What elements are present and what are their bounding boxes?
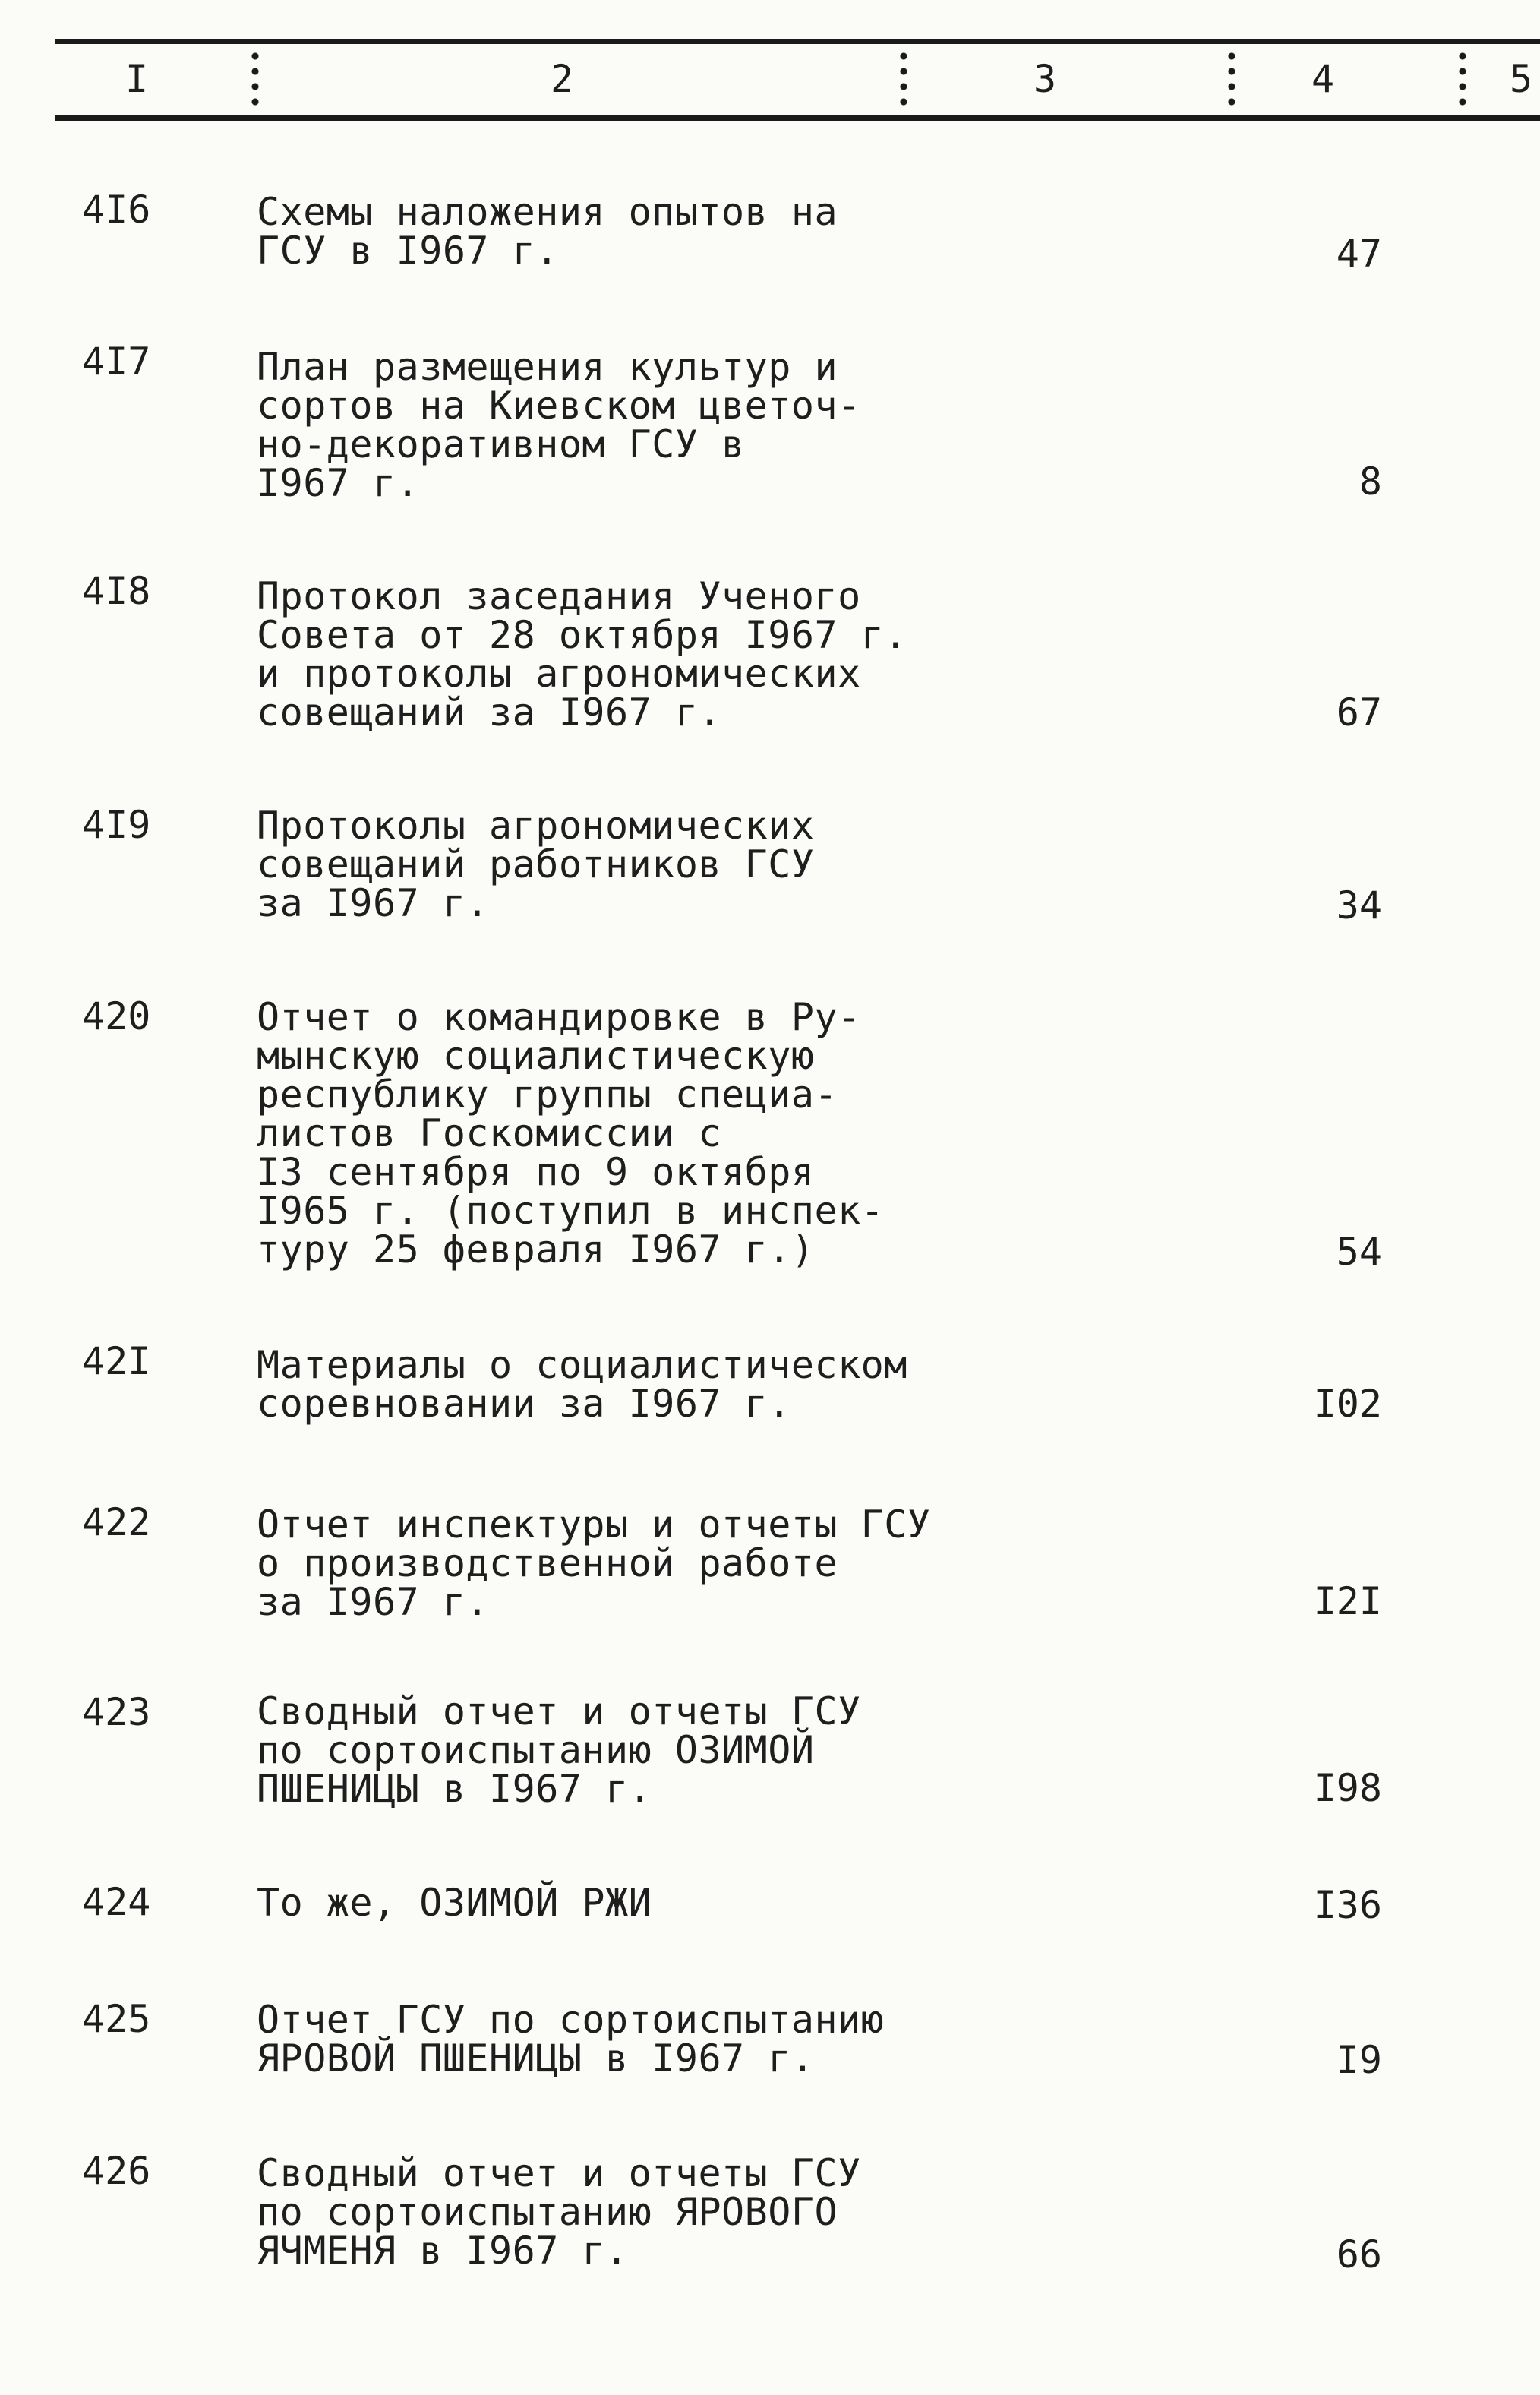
item-sheet-count: 66 — [1336, 2232, 1382, 2277]
item-title: Сводный отчет и отчеты ГСУ по сортоиспытанию ОЗИМОЙ ПШЕНИЦЫ в I967 г. — [257, 1689, 861, 1811]
item-number: 423 — [82, 1690, 151, 1734]
item-sheet-count: 54 — [1336, 1230, 1382, 1274]
item-sheet-count: 47 — [1336, 232, 1382, 276]
header-bottom-rule — [55, 115, 1540, 121]
item-title: Протокол заседания Ученого Совета от 28 октября I967 г. и протоколы агрономических совещаний за I967 г. — [257, 574, 907, 735]
column-5-header: 5 — [1510, 57, 1533, 101]
item-number: 4I8 — [82, 569, 151, 613]
item-number: 420 — [82, 994, 151, 1038]
item-sheet-count: 8 — [1359, 460, 1382, 504]
item-number: 4I7 — [82, 340, 151, 384]
item-title: Схемы наложения опытов на ГСУ в I967 г. — [257, 190, 838, 273]
column-4-header: 4 — [1311, 57, 1335, 101]
item-number: 4I6 — [82, 188, 151, 232]
item-number: 42I — [82, 1339, 151, 1383]
item-title: Отчет о командировке в Ру- мынскую социалистическую республику группы специа- листов Госкомиссии с I3 сентября по 9 октября I965 г. (поступил в инспек- туру 25 февраля I967 г.) — [257, 995, 885, 1272]
item-number: 422 — [82, 1500, 151, 1544]
item-title: Отчет ГСУ по сортоиспытанию ЯРОВОЙ ПШЕНИЦЫ в I967 г. — [257, 1998, 885, 2081]
column-separator — [1227, 49, 1236, 111]
item-number: 426 — [82, 2149, 151, 2193]
item-sheet-count: 34 — [1336, 883, 1382, 927]
item-title: Отчет инспектуры и отчеты ГСУ о производственной работе за I967 г. — [257, 1502, 931, 1624]
column-2-header: 2 — [550, 57, 574, 101]
item-number: 4I9 — [82, 803, 151, 847]
item-sheet-count: I36 — [1313, 1883, 1382, 1927]
column-separator — [899, 49, 908, 111]
item-title: Протоколы агрономических совещаний работников ГСУ за I967 г. — [257, 804, 815, 925]
item-sheet-count: I9 — [1336, 2038, 1382, 2082]
item-number: 424 — [82, 1880, 151, 1924]
item-number: 425 — [82, 1997, 151, 2041]
item-sheet-count: I98 — [1313, 1766, 1382, 1810]
column-1-header: I — [125, 57, 149, 101]
item-sheet-count: 67 — [1336, 690, 1382, 735]
item-title: Сводный отчет и отчеты ГСУ по сортоиспытанию ЯРОВОГО ЯЧМЕНЯ в I967 г. — [257, 2151, 861, 2273]
column-3-header: 3 — [1033, 57, 1057, 101]
column-separator — [1458, 49, 1467, 111]
item-title: То же, ОЗИМОЙ РЖИ — [257, 1881, 652, 1925]
item-title: Материалы о социалистическом соревновании за I967 г. — [257, 1343, 907, 1426]
item-sheet-count: I2I — [1313, 1579, 1382, 1623]
column-separator — [251, 49, 260, 111]
item-title: План размещения культур и сортов на Киевском цветоч- но-декоративном ГСУ в I967 г. — [257, 345, 861, 505]
item-sheet-count: I02 — [1313, 1382, 1382, 1426]
